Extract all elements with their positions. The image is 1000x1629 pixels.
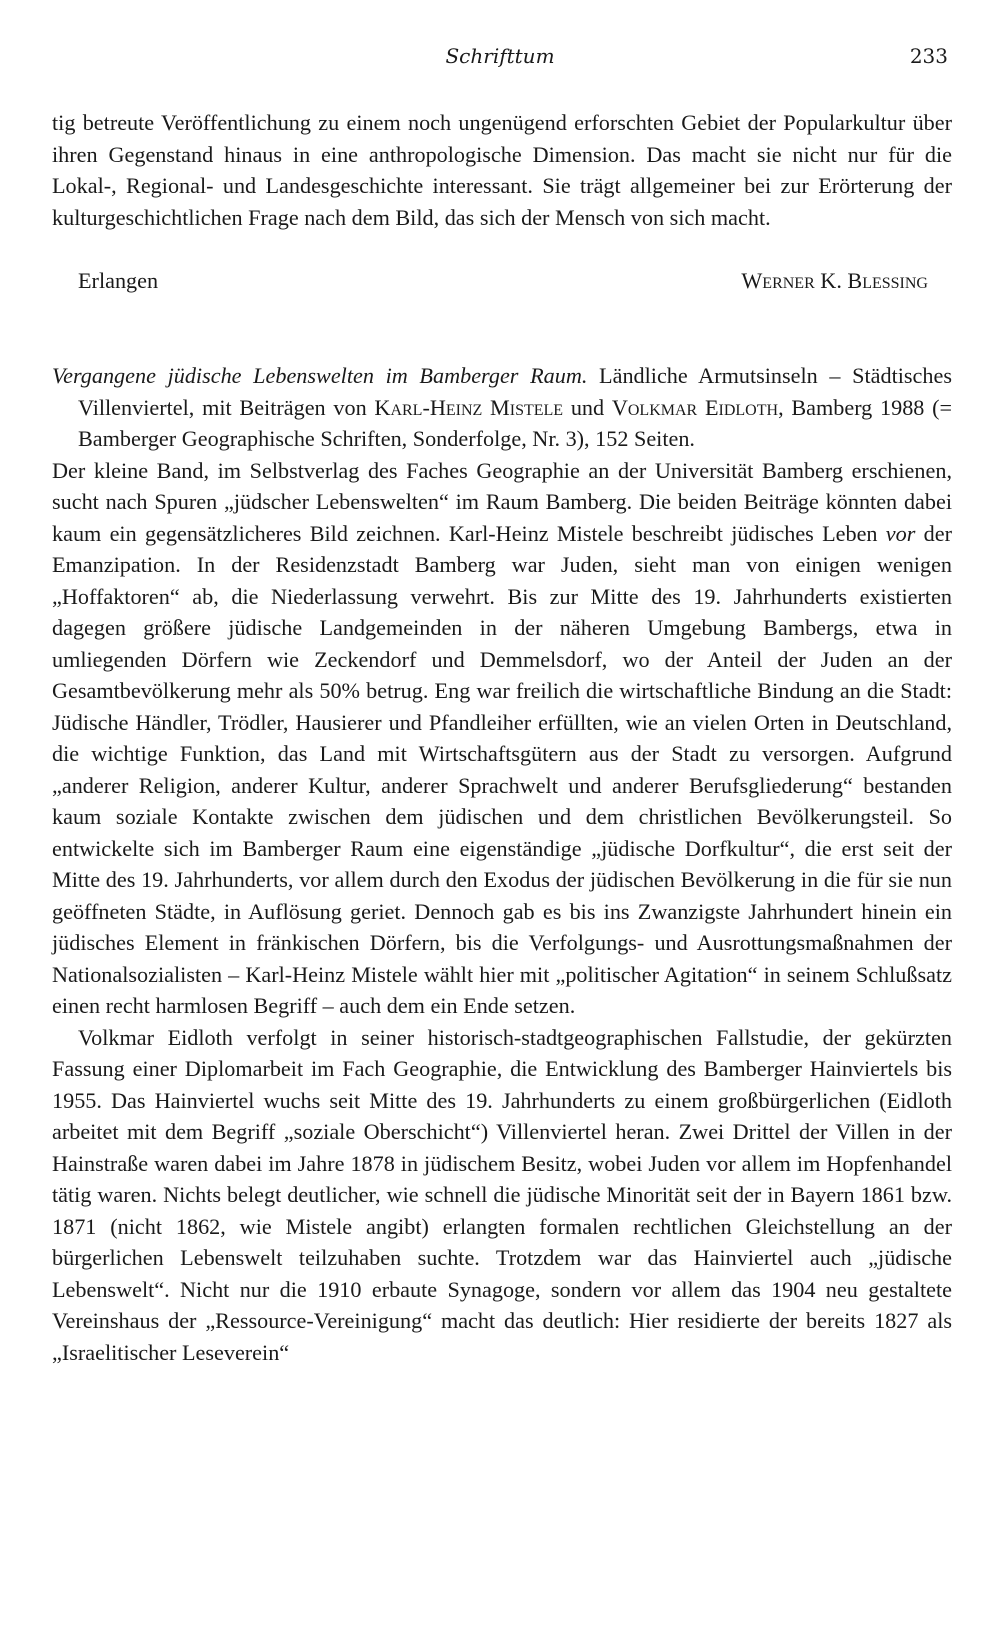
paragraph-1-text-a: Der kleine Band, im Selbstverlag des Faches Geographie an der Universität Bamberg erschienen, sucht nach Spuren „jüdscher Lebenswelten“ im Raum Bamberg. Die beiden Beiträge könnten dabei kaum ein gegensätzlicheres Bild zeichnen. Karl-Heinz Mistele beschreibt jüdisches Leben <box>52 457 952 546</box>
contributor-1: Karl-Heinz Mistele <box>374 394 564 420</box>
review-paragraph-1 <box>52 455 952 1022</box>
review-paragraph-2: Volkmar Eidloth verfolgt in seiner historisch-stadtgeographischen Fallstudie, der gekürzten Fassung einer Diplomarbeit im Fach Geographie, die Entwicklung des Bamberger Hainviertels bis 1955. Das Hainviertel wuchs seit Mitte des 19. Jahrhunderts zu einem großbürgerlichen (Eidloth arbeitet mit dem Begriff „soziale Oberschicht“) Villenviertel heran. Zwei Drittel der Villen in der Hainstraße waren dabei im Jahre 1878 in jüdischem Besitz, wobei Juden vor allem im Hopfenhandel tätig waren. Nichts belegt deutlicher, wie schnell die jüdische Minorität seit der in Bayern 1861 bzw. 1871 (nicht 1862, wie Mistele angibt) erlangten formalen rechtlichen Gleichstellung an der bürgerlichen Lebenswelt teilzuhaben suchte. Trotzdem war das Hainviertel auch „jüdische Lebenswelt“. Nicht nur die 1910 erbaute Synagoge, sondern vor allem das 1904 neu gestaltete Vereinshaus der „Ressource-Vereinigung“ macht das deutlich: Hier residierte der bereits 1827 als „Israelitischer Leseverein“ <box>52 1024 952 1365</box>
citation-text-3: , Bamberg 1988 (= Bamberger Geographische Schriften, Sonderfolge, Nr. 3), 152 Seiten. <box>78 394 953 451</box>
signature-author: Werner K. Blessing <box>741 268 928 293</box>
review-signature <box>78 268 928 300</box>
paragraph-1-text-b: der Emanzipation. In der Residenzstadt Bamberg war Juden, sieht man von einigen wenigen „Hoffaktoren“ ab, die Niederlassung verwehrt. Bis zur Mitte des 19. Jahrhunderts existierten dagegen größere jüdische Landgemeinden in der näheren Umgebung Bambergs, etwa in umliegenden Dörfern wie Zeckendorf und Demmelsdorf, wo der Anteil der Juden an der Gesamtbevölkerung mehr als 50% betrug. Eng war freilich die wirtschaftliche Bindung an die Stadt: Jüdische Händler, Trödler, Hausierer und Pfandleiher erfüllten, wie an vielen Orten in Deutschland, die wichtige Funktion, das Land mit Wirtschaftsgütern aus der Stadt zu versorgen. Aufgrund „anderer Religion, anderer Kultur, anderer Sprachwelt und anderer Berufsgliederung“ bestanden kaum soziale Kontakte zwischen dem jüdischen und dem christlichen Bevölkerungsteil. So entwickelte sich im Bamberger Raum eine eigenständige „jüdische Dorfkultur“, die erst seit der Mitte des 19. Jahrhunderts, vor allem durch den Exodus der jüdischen Bevölkerung in die für sie nun geöffneten Städte, in Auflösung geriet. Dennoch gab es bis ins Zwanzigste Jahrhundert hinein ein jüdisches Element in fränkischen Dörfern, bis die Verfolgungs- und Ausrottungsmaßnahmen der Nationalsozialisten – Karl-Heinz Mistele wählt hier mit „politischer Agitation“ in seinem Schlußsatz einen recht harmlosen Begriff – auch dem ein Ende setzen. <box>52 520 952 1018</box>
signature-place: Erlangen <box>78 268 159 293</box>
previous-review-paragraph: tig betreute Veröffentlichung zu einem noch ungenügend erforschten Gebiet der Popularkultur über ihren Gegenstand hinaus in eine anthropologische Dimension. Das macht sie nicht nur für die Lokal-, Regional- und Landesgeschichte interessant. Sie trägt allgemeiner bei zur Erörterung der kulturgeschichtlichen Frage nach dem Bild, das sich der Mensch von sich macht. <box>52 110 952 230</box>
running-title: Schrifttum <box>445 44 555 68</box>
review-body <box>52 360 952 1368</box>
page-number: 233 <box>909 44 948 68</box>
citation-text-1: Ländliche Armutsinseln – Städtisches Villenviertel, mit Beiträgen von <box>78 363 952 420</box>
book-title: Vergangene jüdische Lebenswelten im Bamberger Raum. <box>52 363 588 388</box>
paragraph-1-emphasis: vor <box>885 520 916 546</box>
citation-text-2: und <box>570 394 605 420</box>
previous-review-ending <box>52 107 952 233</box>
page-header <box>52 44 948 74</box>
contributor-2: Volkmar Eidloth <box>611 394 779 420</box>
review-citation <box>52 360 952 455</box>
